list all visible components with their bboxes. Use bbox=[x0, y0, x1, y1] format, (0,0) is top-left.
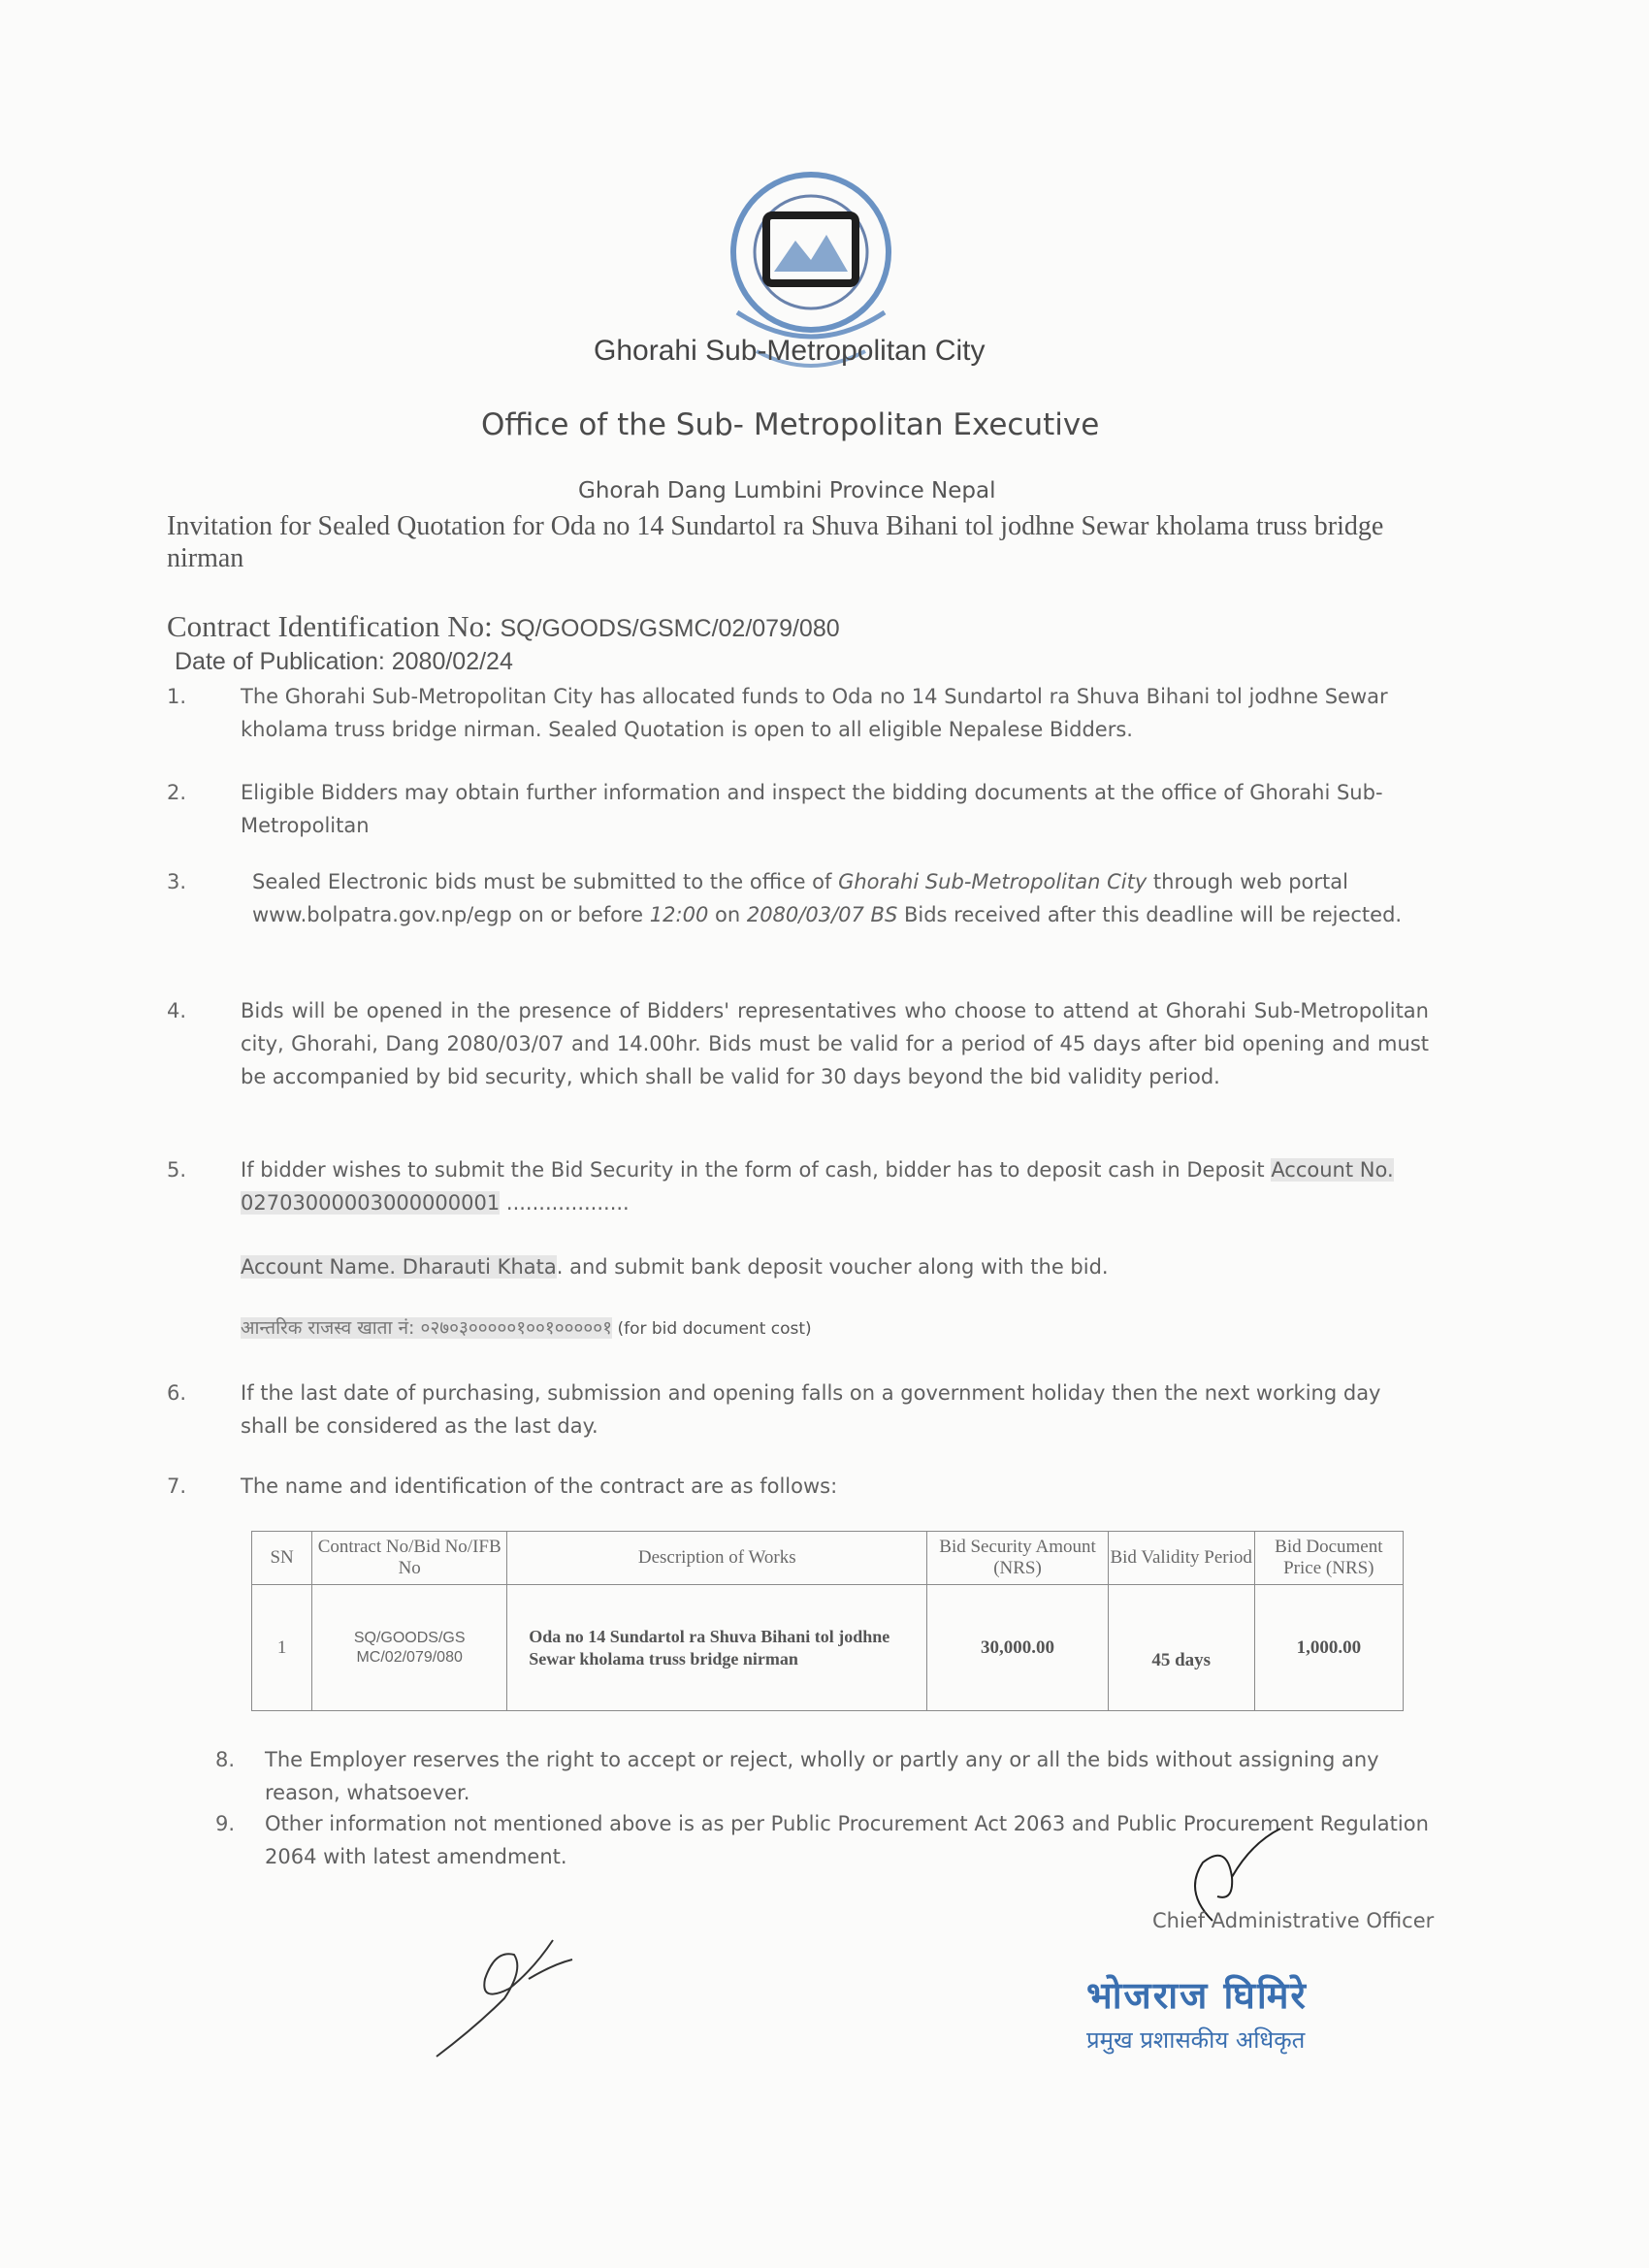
col-header-sn: SN bbox=[252, 1532, 312, 1585]
item-number: 7. bbox=[167, 1474, 187, 1498]
col-header-bid-security: Bid Security Amount (NRS) bbox=[927, 1532, 1108, 1585]
publication-date: Date of Publication: 2080/02/24 bbox=[175, 648, 513, 675]
col-header-document-price: Bid Document Price (NRS) bbox=[1254, 1532, 1403, 1585]
item-number: 2. bbox=[167, 781, 187, 804]
deadline-time: 12:00 bbox=[649, 903, 709, 926]
office-name-italic: Ghorahi Sub-Metropolitan City bbox=[838, 870, 1148, 893]
deadline-date: 2080/03/07 BS bbox=[746, 903, 898, 926]
account-name: Account Name. Dharauti Khata bbox=[241, 1255, 557, 1279]
item-number: 8. bbox=[215, 1748, 236, 1771]
item-1-text: The Ghorahi Sub-Metropolitan City has allocated funds to Oda no 14 Sundartol ra Shuva Bihani tol jodhne Sewar kholama truss bridge nirman. Sealed Quotation is open to all eligible Nepalese Bidders. bbox=[241, 685, 1388, 741]
item-number: 1. bbox=[167, 685, 187, 708]
item-number: 9. bbox=[215, 1812, 236, 1835]
item-number: 5. bbox=[167, 1158, 187, 1182]
item-7-text: The name and identification of the contract are as follows: bbox=[241, 1474, 838, 1498]
cell-bid-security: 30,000.00 bbox=[927, 1585, 1108, 1711]
col-header-description: Description of Works bbox=[507, 1532, 927, 1585]
cell-description: Oda no 14 Sundartol ra Shuva Bihani tol jodhne Sewar kholama truss bridge nirman bbox=[507, 1585, 927, 1711]
contract-id-label: Contract Identification No: bbox=[167, 609, 501, 643]
item-3-text: Sealed Electronic bids must be submitted to the office of Ghorahi Sub-Metropolitan City through web portal www.bolpatra.gov.np/egp on or before 12:00 on 2080/03/07 BS Bids received after this deadline will be rejected. bbox=[252, 870, 1403, 926]
contract-table bbox=[251, 1531, 1404, 1711]
item-4-text: Bids will be opened in the presence of Bidders' representatives who choose to attend at Ghorahi Sub-Metropolitan city, Ghorahi, Dang 2080/03/07 and 14.00hr. Bids must be valid for a period of 45 days after bid opening and must be accompanied by bid security, which shall be valid for 30 days beyond the bid validity period. bbox=[241, 999, 1429, 1088]
item-5-text: If bidder wishes to submit the Bid Security in the form of cash, bidder has to deposit cash in Deposit Account No. 02703000003000000001 ................... bbox=[241, 1158, 1394, 1215]
revenue-account-line: आन्तरिक राजस्व खाता नं: ०२७०३०००००१००१०००००१ (for bid document cost) bbox=[241, 1317, 812, 1339]
table-row bbox=[252, 1585, 1404, 1711]
cell-contract-no: SQ/GOODS/GS MC/02/079/080 bbox=[312, 1585, 507, 1711]
invitation-title: Invitation for Sealed Quotation for Oda no 14 Sundartol ra Shuva Bihani tol jodhne Sewar kholama truss bridge nirman bbox=[167, 511, 1384, 573]
cell-sn: 1 bbox=[252, 1585, 312, 1711]
col-header-contract-no: Contract No/Bid No/IFB No bbox=[312, 1532, 507, 1585]
item-9-text: Other information not mentioned above is as per Public Procurement Act 2063 and Public Procurement Regulation 2064 with latest amendment. bbox=[265, 1812, 1429, 1868]
deposit-account-number: Account No. 02703000003000000001 bbox=[241, 1158, 1394, 1215]
contract-identification bbox=[167, 609, 840, 644]
item-number: 3. bbox=[167, 870, 187, 893]
office-address: Ghorah Dang Lumbini Province Nepal bbox=[578, 478, 996, 503]
cell-document-price: 1,000.00 bbox=[1254, 1585, 1403, 1711]
item-number: 4. bbox=[167, 999, 187, 1022]
item-8-text: The Employer reserves the right to accept or reject, wholly or partly any or all the bids without assigning any reason, whatsoever. bbox=[265, 1748, 1379, 1804]
col-header-bid-validity: Bid Validity Period bbox=[1108, 1532, 1254, 1585]
stamp-title: प्रमुख प्रशासकीय अधिकृत bbox=[1086, 2026, 1306, 2054]
office-title: Office of the Sub- Metropolitan Executive bbox=[481, 407, 1100, 442]
table-header-row bbox=[252, 1532, 1404, 1585]
official-name-stamp bbox=[1086, 1969, 1416, 2056]
left-handwritten-signature bbox=[417, 1911, 592, 2066]
revenue-account-number: आन्तरिक राजस्व खाता नं: ०२७०३०००००१००१०००००१ bbox=[241, 1317, 613, 1339]
item-number: 6. bbox=[167, 1381, 187, 1405]
signatory-title: Chief Administrative Officer bbox=[1152, 1909, 1435, 1932]
cell-bid-validity: 45 days bbox=[1108, 1585, 1254, 1711]
item-6-text: If the last date of purchasing, submission and opening falls on a government holiday then the next working day shall be considered as the last day. bbox=[241, 1381, 1381, 1438]
account-name-line: Account Name. Dharauti Khata. and submit bank deposit voucher along with the bid. bbox=[241, 1255, 1109, 1279]
item-2-text: Eligible Bidders may obtain further information and inspect the bidding documents at the office of Ghorahi Sub-Metropolitan bbox=[241, 781, 1383, 837]
stamp-name: भोजराज घिमिरे bbox=[1086, 1974, 1308, 2017]
contract-id-value: SQ/GOODS/GSMC/02/079/080 bbox=[500, 615, 840, 642]
city-name: Ghorahi Sub-Metropolitan City bbox=[594, 335, 986, 367]
